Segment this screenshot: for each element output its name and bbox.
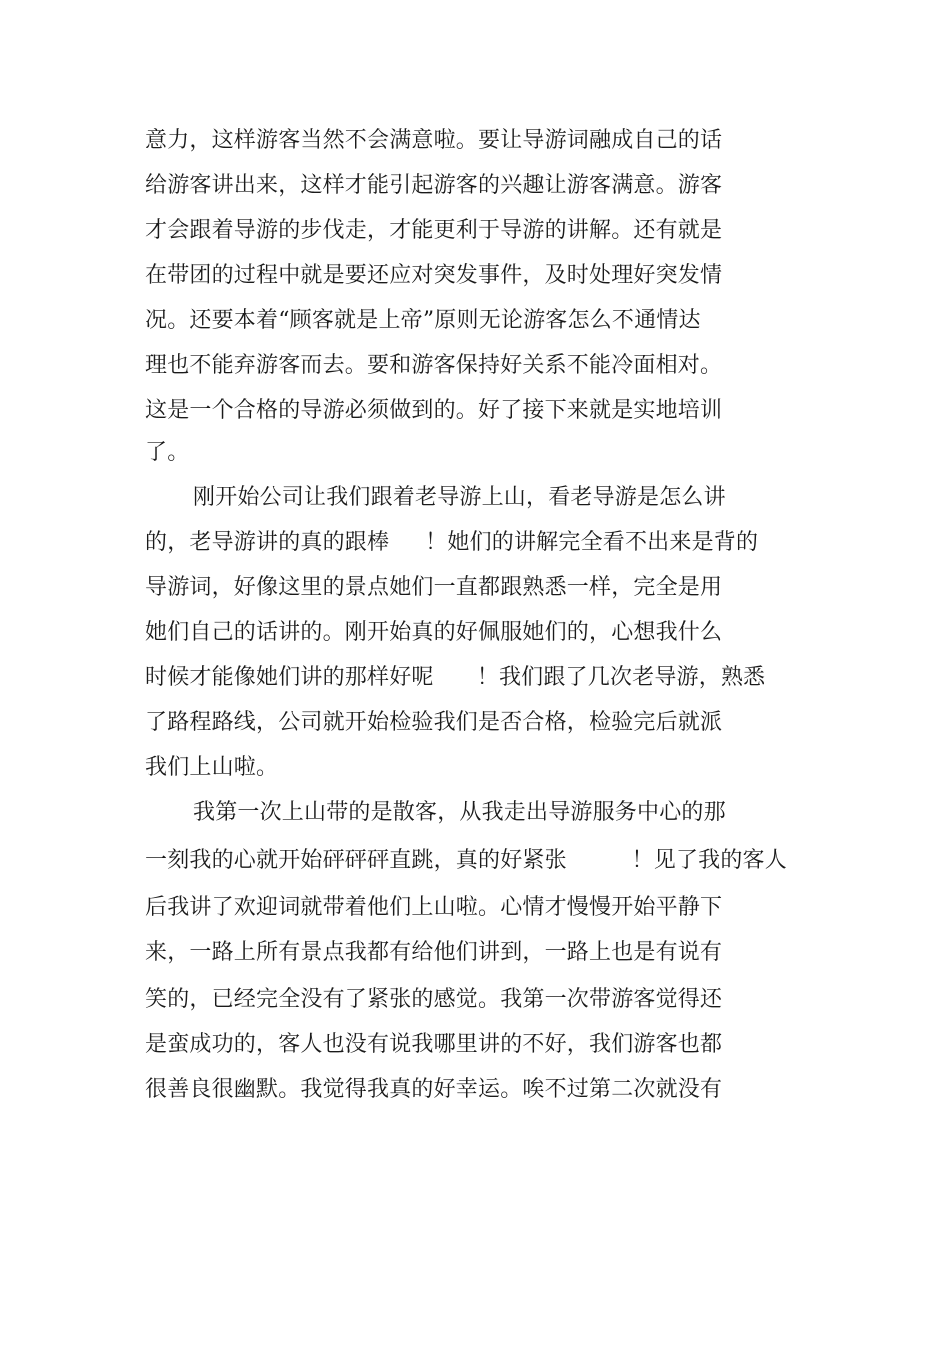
text-line: 笑的，已经完全没有了紧张的感觉。我第一次带游客觉得还: [145, 987, 723, 1012]
text-line: 给游客讲出来，这样才能引起游客的兴趣让游客满意。游客: [145, 173, 723, 198]
text-line: 是蛮成功的，客人也没有说我哪里讲的不好，我们游客也都: [145, 1032, 723, 1057]
text-line: 我第一次上山带的是散客，从我走出导游服务中心的那: [193, 800, 726, 825]
text-line: 很善良很幽默。我觉得我真的好幸运。唉不过第二次就没有: [145, 1077, 723, 1102]
text-line: 一刻我的心就开始砰砰砰直跳，真的好紧张 ！见了我的客人: [145, 848, 787, 873]
text-line: 时候才能像她们讲的那样好呢 ！我们跟了几次老导游，熟悉: [145, 665, 766, 690]
text-line: 在带团的过程中就是要还应对突发事件，及时处理好突发情: [145, 263, 723, 288]
text-line: 后我讲了欢迎词就带着他们上山啦。心情才慢慢开始平静下: [145, 895, 723, 920]
text-line: 的，老导游讲的真的跟棒 ！她们的讲解完全看不出来是背的: [145, 530, 759, 555]
text-line: 刚开始公司让我们跟着老导游上山，看老导游是怎么讲: [193, 485, 726, 510]
text-line: 理也不能弃游客而去。要和游客保持好关系不能冷面相对。: [145, 353, 723, 378]
text-line: 她们自己的话讲的。刚开始真的好佩服她们的，心想我什么: [145, 620, 723, 645]
text-line: 这是一个合格的导游必须做到的。好了接下来就是实地培训: [145, 398, 723, 423]
text-line: 我们上山啦。: [145, 755, 279, 780]
text-line: 了。: [145, 440, 190, 465]
text-line: 了路程路线，公司就开始检验我们是否合格，检验完后就派: [145, 710, 723, 735]
text-line: 况。还要本着“顾客就是上帝”原则无论游客怎么不通情达: [145, 308, 701, 333]
text-line: 导游词，好像这里的景点她们一直都跟熟悉一样，完全是用: [145, 575, 723, 600]
text-line: 来，一路上所有景点我都有给他们讲到，一路上也是有说有: [145, 940, 723, 965]
text-line: 意力，这样游客当然不会满意啦。要让导游词融成自己的话: [145, 128, 723, 153]
text-line: 才会跟着导游的步伐走，才能更利于导游的讲解。还有就是: [145, 218, 723, 243]
